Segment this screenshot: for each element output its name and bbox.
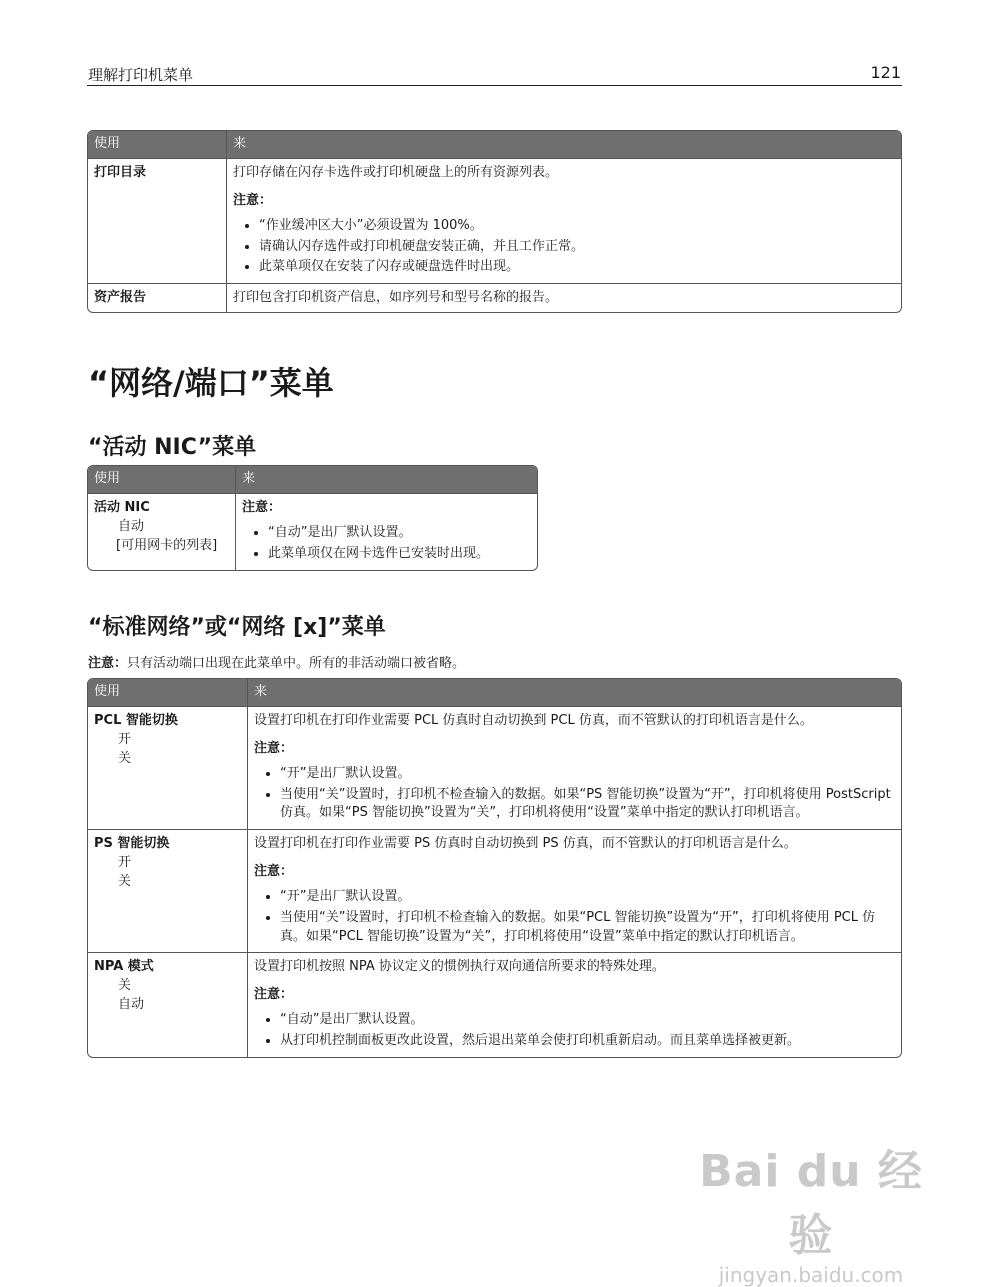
note-label: 注意： [254,987,294,1003]
table-row [88,706,901,829]
menu-item-print-directory: 打印目录 [94,165,147,180]
item-description: 打印包含打印机资产信息，如序列号和型号名称的报告。 [233,290,559,306]
menu-item-active-nic: 活动 NIC [94,500,150,515]
note-bullet: • 从打印机控制面板更改此设置，然后退出菜单会使打印机重新启动。而且菜单选择被更新。 [280,1032,895,1051]
note-bullet: • 请确认闪存选件或打印机硬盘安装正确，并且工作正常。 [259,238,895,257]
subsection-title-network: “标准网络”或“网络 [x]”菜单 [88,615,386,640]
watermark-url: jingyan.baidu.com [718,1263,904,1287]
note-list [254,765,895,824]
table-row [88,829,901,952]
col-header-to: 来 [236,466,537,493]
description-cell [248,952,901,1056]
description-cell [236,493,537,570]
menu-item-cell [88,158,227,283]
table-row [88,493,537,570]
note-bullet: • 此菜单项仅在网卡选件已安装时出现。 [268,545,531,564]
option-value: 开 [118,731,132,747]
network-table [87,678,902,1058]
table-row [88,952,901,1056]
note-label: 注意： [233,192,273,208]
menu-item-cell [88,283,227,312]
intro-note-label: 注意： [88,656,128,671]
table-header-row [88,131,901,158]
note-bullet: • “开”是出厂默认设置。 [280,765,895,784]
col-header-to: 来 [227,131,901,158]
col-header-use: 使用 [88,466,236,493]
note-list [254,1011,895,1051]
item-description: 打印存储在闪存卡选件或打印机硬盘上的所有资源列表。 [233,165,559,180]
option-value: [可用网卡的列表] [116,537,218,553]
note-bullet: • 此菜单项仅在安装了闪存或硬盘选件时出现。 [259,258,895,277]
note-bullet: • “自动”是出厂默认设置。 [280,1011,895,1030]
menu-item-cell [88,493,236,570]
menu-item-cell [88,952,248,1056]
note-list [233,217,895,278]
description-cell [227,158,901,283]
section-title: “网络/端口”菜单 [88,364,334,402]
note-bullet: • 当使用“关”设置时，打印机不检查输入的数据。如果“PS 智能切换”设置为“开”，打印机将使用 PostScript 仿真。如果“PS 智能切换”设置为“关”，打印机将使用“设置”菜单中指定的默认打印机语言。 [280,786,895,824]
watermark [691,1135,931,1287]
page-number: 121 [870,63,901,82]
note-list [242,524,531,564]
description-cell [248,829,901,952]
network-intro-note [88,652,465,671]
option-value: 自动 [118,518,145,534]
note-label: 注意： [254,740,294,756]
option-value: 关 [118,873,132,889]
option-value: 关 [118,750,132,766]
col-header-use: 使用 [88,131,227,158]
note-bullet: • “开”是出厂默认设置。 [280,888,895,907]
option-value: 自动 [118,997,145,1013]
menu-item-ps-smartswitch: PS 智能切换 [94,836,170,852]
col-header-use: 使用 [88,679,248,706]
option-value: 开 [118,855,132,871]
table-row [88,283,901,312]
col-header-to: 来 [248,679,901,706]
table-header-row [88,679,901,706]
watermark-logo: Bai du 经验 [699,1146,923,1261]
note-label: 注意： [242,500,282,515]
print-directory-table [87,130,902,313]
header-rule [87,85,902,86]
item-description: 设置打印机在打印作业需要 PS 仿真时自动切换到 PS 仿真，而不管默认的打印机语言是什么。 [254,836,797,852]
item-description: 设置打印机按照 NPA 协议定义的惯例执行双向通信所要求的特殊处理。 [254,959,665,975]
description-cell [248,706,901,829]
menu-item-pcl-smartswitch: PCL 智能切换 [94,713,178,728]
table-row [88,158,901,283]
description-cell [227,283,901,312]
option-value: 关 [118,978,132,994]
note-bullet: • “作业缓冲区大小”必须设置为 100%。 [259,217,895,236]
active-nic-table [87,465,538,571]
subsection-title-active-nic: “活动 NIC”菜单 [88,435,257,460]
menu-item-cell [88,829,248,952]
intro-note-text: 只有活动端口出现在此菜单中。所有的非活动端口被省略。 [127,656,466,671]
running-header-title: 理解打印机菜单 [88,66,194,84]
note-bullet: • “自动”是出厂默认设置。 [268,524,531,543]
menu-item-npa-mode: NPA 模式 [94,959,154,975]
note-bullet: • 当使用“关”设置时，打印机不检查输入的数据。如果“PCL 智能切换”设置为“开”，打印机将使用 PCL 仿真。如果“PCL 智能切换”设置为“关”，打印机将使用“设置”菜单中指定的默认打印机语言。 [280,909,895,947]
item-description: 设置打印机在打印作业需要 PCL 仿真时自动切换到 PCL 仿真，而不管默认的打印机语言是什么。 [254,713,813,728]
table-header-row [88,466,537,493]
menu-item-cell [88,706,248,829]
menu-item-asset-report: 资产报告 [94,290,147,306]
note-list [254,888,895,947]
note-label: 注意： [254,864,294,880]
